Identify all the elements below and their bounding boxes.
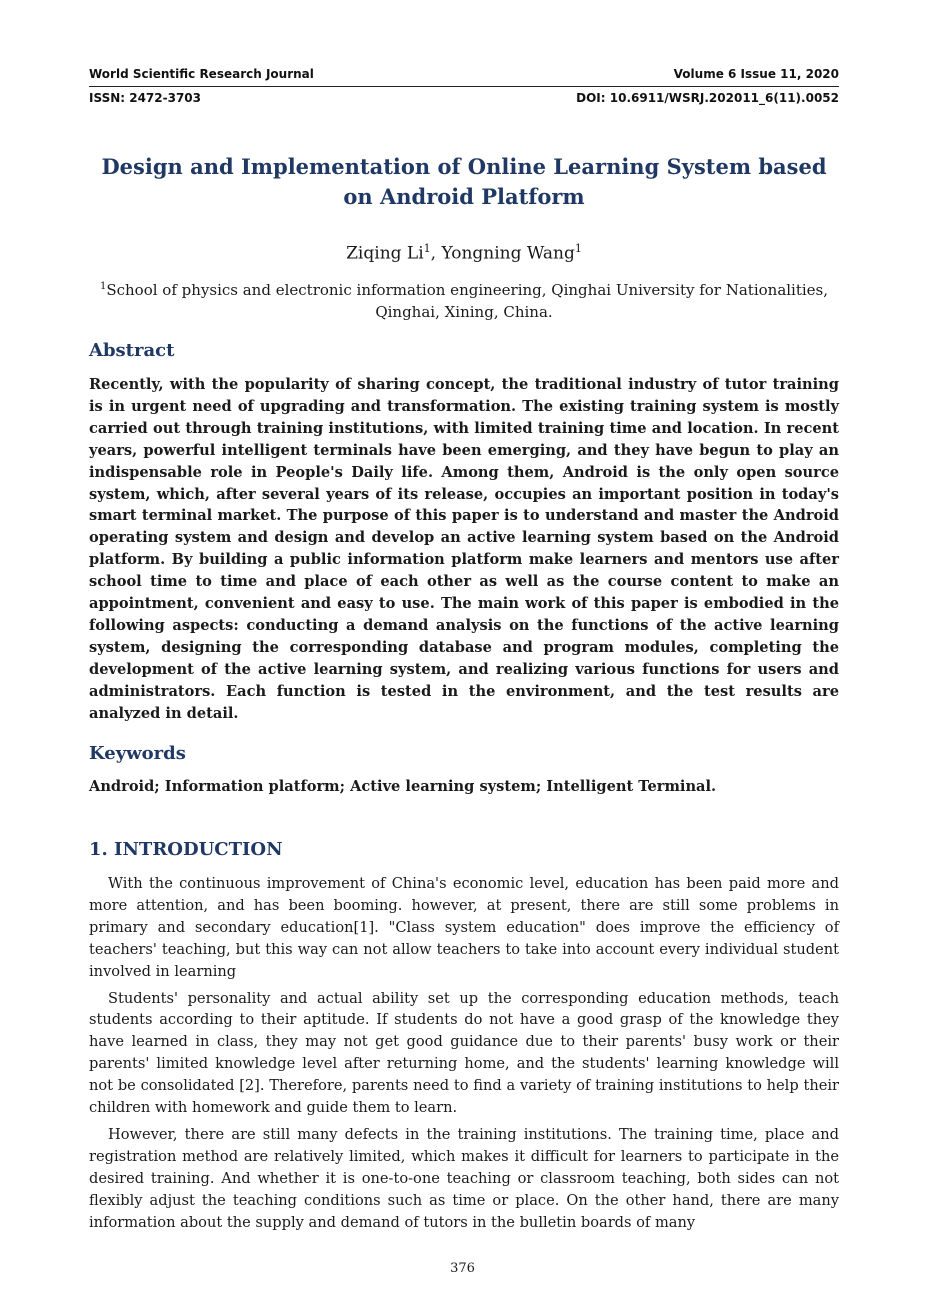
author-list xyxy=(89,242,839,264)
affiliation-text: School of physics and electronic information engineering, Qinghai University for Nationalities, Qinghai, Xining, China. xyxy=(106,281,829,321)
author-affil-mark: 1 xyxy=(574,242,582,255)
abstract-heading: Abstract xyxy=(89,340,175,361)
paragraph: With the continuous improvement of China's economic level, education has been paid more and more attention, and has been booming. however, at present, there are still some problems in primary and secondary education[1]. "Class system education" does improve the efficiency of teachers' teaching, but this way can not allow teachers to take into account every individual student involved in learning xyxy=(89,875,839,980)
journal-name: World Scientific Research Journal xyxy=(89,67,314,81)
page-number: 376 xyxy=(450,1261,475,1276)
issn: ISSN: 2472-3703 xyxy=(89,91,202,105)
header-rule xyxy=(89,86,839,87)
abstract-body: Recently, with the popularity of sharing concept, the traditional industry of tutor training is in urgent need of upgrading and transformation. The existing training system is mostly carried out through training institutions, with limited training time and location. In recent years, powerful intelligent terminals have been emerging, and they have begun to play an indispensable role in People's Daily life. Among them, Android is the only open source system, which, after several years of its release, occupies an important position in today's smart terminal market. The purpose of this paper is to understand and master the Android operating system and design and develop an active learning system based on the Android platform. By building a public information platform make learners and mentors use after school time to time and place of each other as well as the course content to make an appointment, convenient and easy to use. The main work of this paper is embodied in the following aspects: conducting a demand analysis on the functions of the active learning system, designing the corresponding database and program modules, completing the development of the active learning system, and realizing various functions for users and administrators. Each function is tested in the environment, and the test results are analyzed in detail. xyxy=(89,376,839,722)
paper-title: Design and Implementation of Online Learning System based on Android Platform xyxy=(101,154,827,209)
author-affil-mark: 1 xyxy=(423,242,431,255)
paragraph: Students' personality and actual ability set up the corresponding education methods, teach students according to their aptitude. If students do not have a good grasp of the knowledge they have learned in class, they may not get good guidance due to their parents' busy work or their parents' limited knowledge level after returning home, and the students' learning knowledge will not be consolidated [2]. Therefore, parents need to find a variety of training institutions to help their children with homework and guide them to learn. xyxy=(89,989,839,1117)
paragraph: However, there are still many defects in the training institutions. The training time, place and registration method are relatively limited, which makes it difficult for learners to participate in the desired training. And whether it is one-to-one teaching or classroom teaching, both sides can not flexibly adjust the teaching conditions such as time or place. On the other hand, there are many information about the supply and demand of tutors in the bulletin boards of many xyxy=(89,1125,839,1231)
running-header-bottom xyxy=(89,91,839,105)
affiliation-mark: 1 xyxy=(99,281,107,292)
volume-issue: Volume 6 Issue 11, 2020 xyxy=(673,67,839,81)
author-separator: , xyxy=(430,243,442,264)
introduction-heading: 1. INTRODUCTION xyxy=(89,839,283,860)
doi: DOI: 10.6911/WSRJ.202011_6(11).0052 xyxy=(576,91,839,105)
keywords-body: Android; Information platform; Active learning system; Intelligent Terminal. xyxy=(89,778,717,795)
author-name: Yongning Wang xyxy=(441,243,575,264)
affiliation xyxy=(89,276,839,323)
keywords-heading: Keywords xyxy=(89,743,186,764)
running-header-top xyxy=(89,67,839,81)
author-name: Ziqing Li xyxy=(346,243,424,264)
introduction-body xyxy=(89,873,839,1239)
